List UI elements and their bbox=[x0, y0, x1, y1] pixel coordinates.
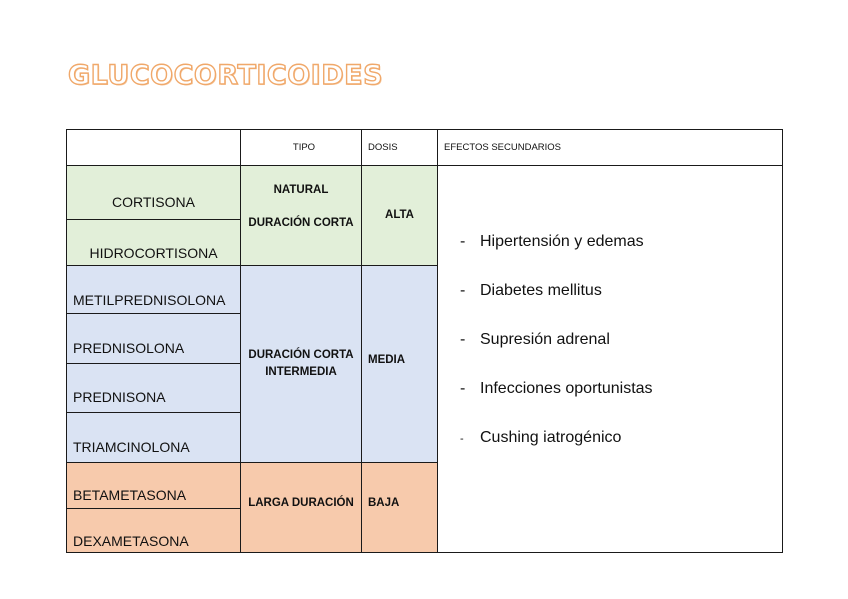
tipo-group-2-line2: INTERMEDIA bbox=[265, 366, 337, 378]
effect-item bbox=[460, 429, 621, 447]
effect-item bbox=[460, 282, 602, 300]
dash-icon: - bbox=[460, 433, 464, 445]
drug-cell: BETAMETASONA bbox=[66, 462, 241, 509]
drug-cell: TRIAMCINOLONA bbox=[66, 412, 241, 463]
tipo-group-1-line1: NATURAL bbox=[273, 183, 329, 196]
tipo-group-2 bbox=[240, 265, 362, 463]
drug-cell: METILPREDNISOLONA bbox=[66, 265, 241, 314]
tipo-group-1 bbox=[240, 165, 362, 266]
effect-item bbox=[460, 331, 610, 349]
dash-icon: - bbox=[460, 233, 466, 250]
drug-cell: CORTISONA bbox=[66, 165, 241, 220]
tipo-group-3: LARGA DURACIÓN bbox=[240, 462, 362, 553]
drug-cell: PREDNISONA bbox=[66, 363, 241, 413]
drug-cell: HIDROCORTISONA bbox=[66, 219, 241, 266]
dash-icon: - bbox=[460, 331, 466, 348]
tipo-group-2-line1: DURACIÓN CORTA bbox=[248, 349, 354, 361]
dosis-group-2: MEDIA bbox=[361, 265, 438, 463]
effect-text: Infecciones oportunistas bbox=[480, 380, 653, 397]
header-empty-cell bbox=[66, 129, 241, 166]
header-tipo: TIPO bbox=[240, 129, 362, 166]
effect-text: Cushing iatrogénico bbox=[480, 429, 622, 446]
page-title: GLUCOCORTICOIDES bbox=[68, 60, 384, 91]
tipo-group-1-line2: DURACIÓN CORTA bbox=[248, 216, 354, 229]
effect-text: Diabetes mellitus bbox=[480, 282, 602, 299]
effect-item bbox=[460, 380, 653, 398]
header-efectos: EFECTOS SECUNDARIOS bbox=[437, 129, 783, 166]
drug-cell: PREDNISOLONA bbox=[66, 313, 241, 364]
header-dosis: DOSIS bbox=[361, 129, 438, 166]
dash-icon: - bbox=[460, 380, 466, 397]
effect-text: Hipertensión y edemas bbox=[480, 233, 644, 250]
dosis-group-1: ALTA bbox=[361, 165, 438, 266]
drug-cell: DEXAMETASONA bbox=[66, 508, 241, 553]
glucocorticoid-table bbox=[66, 129, 783, 553]
effects-cell bbox=[437, 165, 783, 553]
dash-icon: - bbox=[460, 282, 466, 299]
dosis-group-3: BAJA bbox=[361, 462, 438, 553]
effect-item bbox=[460, 233, 644, 251]
effect-text: Supresión adrenal bbox=[480, 331, 610, 348]
